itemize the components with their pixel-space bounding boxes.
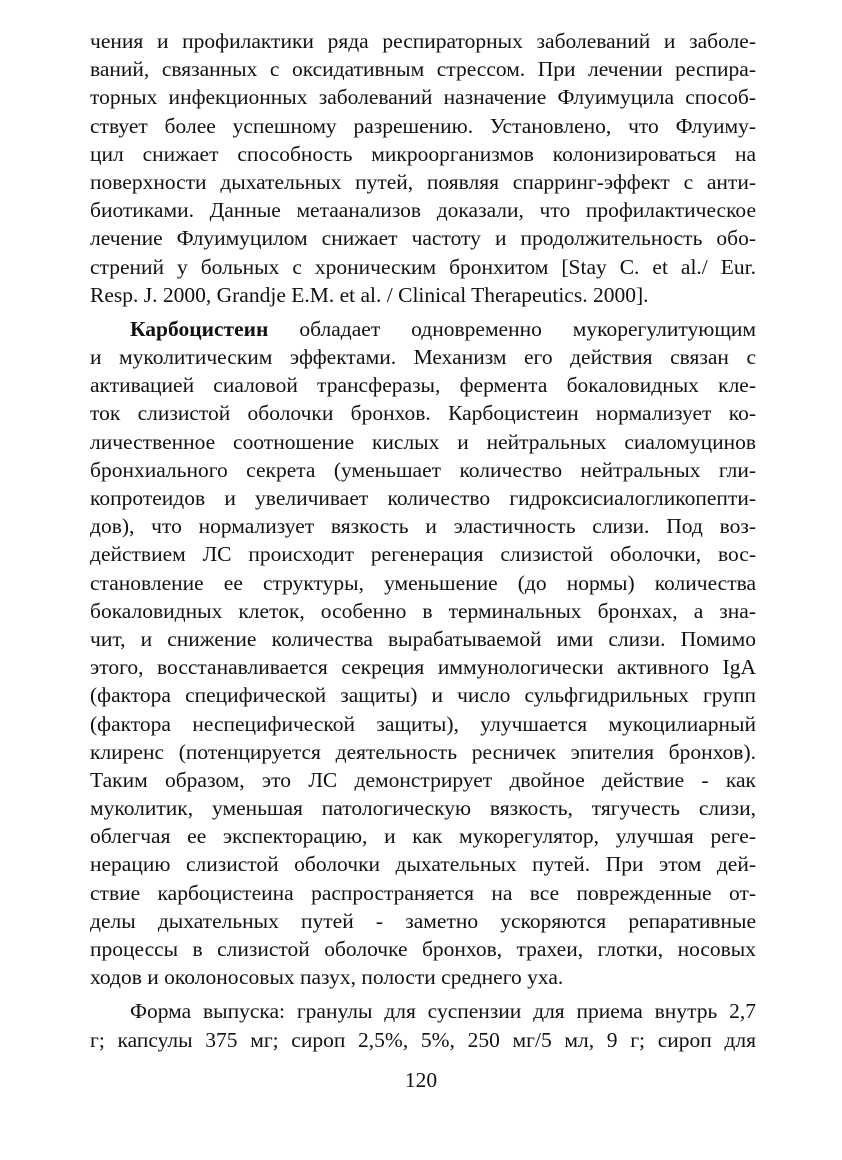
text-line: процессы в слизистой оболочке бронхов, трахеи, глотки, носовых: [90, 937, 756, 961]
paragraph-1: [90, 27, 756, 309]
text-line: торных инфекционных заболеваний назначение Флуимуцила способ-: [90, 85, 756, 110]
text-line: копротеидов и увеличивает количество гидроксисиалогликопепти-: [90, 486, 756, 510]
text-line: [90, 315, 756, 343]
text-line: ток слизистой оболочки бронхов. Карбоцистеин нормализует ко-: [90, 401, 756, 426]
text-line: этого, восстанавливается секреция иммунологически активного IgA: [90, 655, 756, 680]
text-line: ваний, связанных с оксидативным стрессом. При лечении респира-: [90, 57, 756, 82]
text-line: (фактора специфической защиты) и число сульфгидрильных групп: [90, 683, 756, 708]
text-line: нерацию слизистой оболочки дыхательных путей. При этом дей-: [90, 852, 756, 877]
text-line: активацией сиаловой трансферазы, фермента бокаловидных кле-: [90, 373, 756, 398]
text-line: бронхиального секрета (уменьшает количество нейтральных гли-: [90, 457, 756, 482]
text-line: муколитик, уменьшая патологическую вязкость, тягучесть слизи,: [90, 796, 756, 821]
text-line: г; капсулы 375 мг; сироп 2,5%, 5%, 250 мг/5 мл, 9 г; сироп для: [90, 1027, 756, 1052]
text-line: цил снижает способность микроорганизмов колонизироваться на: [90, 141, 756, 166]
text-fragment: обладает одновременно мукорегулитующим: [268, 316, 756, 341]
text-line: Таким образом, это ЛС демонстрирует двойное действие - как: [90, 767, 756, 792]
text-line: ствие карбоцистеина распространяется на все поврежденные от-: [90, 880, 756, 905]
text-line: дов), что нормализует вязкость и эластичность слизи. Под воз-: [90, 514, 756, 539]
text-line: действием ЛС происходит регенерация слизистой оболочки, вос-: [90, 542, 756, 567]
term-carbocysteine: Карбоцистеин: [130, 316, 269, 341]
text-line: Resp. J. 2000, Grandje E.M. et al. / Clinical Therapeutics. 2000].: [90, 282, 649, 307]
text-line: Форма выпуска: гранулы для суспензии для приема внутрь 2,7: [130, 999, 756, 1024]
page-number: 120: [404, 1068, 438, 1092]
paragraph-2: [90, 315, 756, 992]
text-line: чит, и снижение количества вырабатываемой ими слизи. Помимо: [90, 626, 756, 651]
text-line: клиренс (потенцируется деятельность ресничек эпителия бронхов).: [90, 739, 756, 764]
text-line: чения и профилактики ряда респираторных заболеваний и заболе-: [90, 29, 756, 53]
body-text: [90, 27, 756, 1054]
text-line: личественное соотношение кислых и нейтральных сиаломуцинов: [90, 429, 756, 454]
text-line: делы дыхательных путей - заметно ускоряются репаративные: [90, 908, 756, 933]
text-line: и муколитическим эффектами. Механизм его действия связан с: [90, 345, 756, 370]
text-line: становление ее структуры, уменьшение (до нормы) количества: [90, 570, 756, 595]
text-line: стрений у больных с хроническим бронхитом [Stay C. et al./ Eur.: [90, 254, 756, 279]
text-line: бокаловидных клеток, особенно в терминальных бронхах, а зна-: [90, 598, 756, 623]
paragraph-3: [90, 997, 756, 1053]
text-line: лечение Флуимуцилом снижает частоту и продолжительность обо-: [90, 226, 756, 251]
text-line: ходов и околоносовых пазух, полости среднего уха.: [90, 965, 564, 990]
text-line: биотиками. Данные метаанализов доказали, что профилактическое: [90, 198, 756, 223]
text-line: (фактора неспецифической защиты), улучшается мукоцилиарный: [90, 711, 756, 736]
text-line: поверхности дыхательных путей, появляя спарринг-эффект с анти-: [90, 169, 756, 194]
text-line: ствует более успешному разрешению. Установлено, что Флуиму-: [90, 113, 756, 138]
text-line: облегчая ее экспекторацию, и как мукорегулятор, улучшая реге-: [90, 824, 756, 849]
